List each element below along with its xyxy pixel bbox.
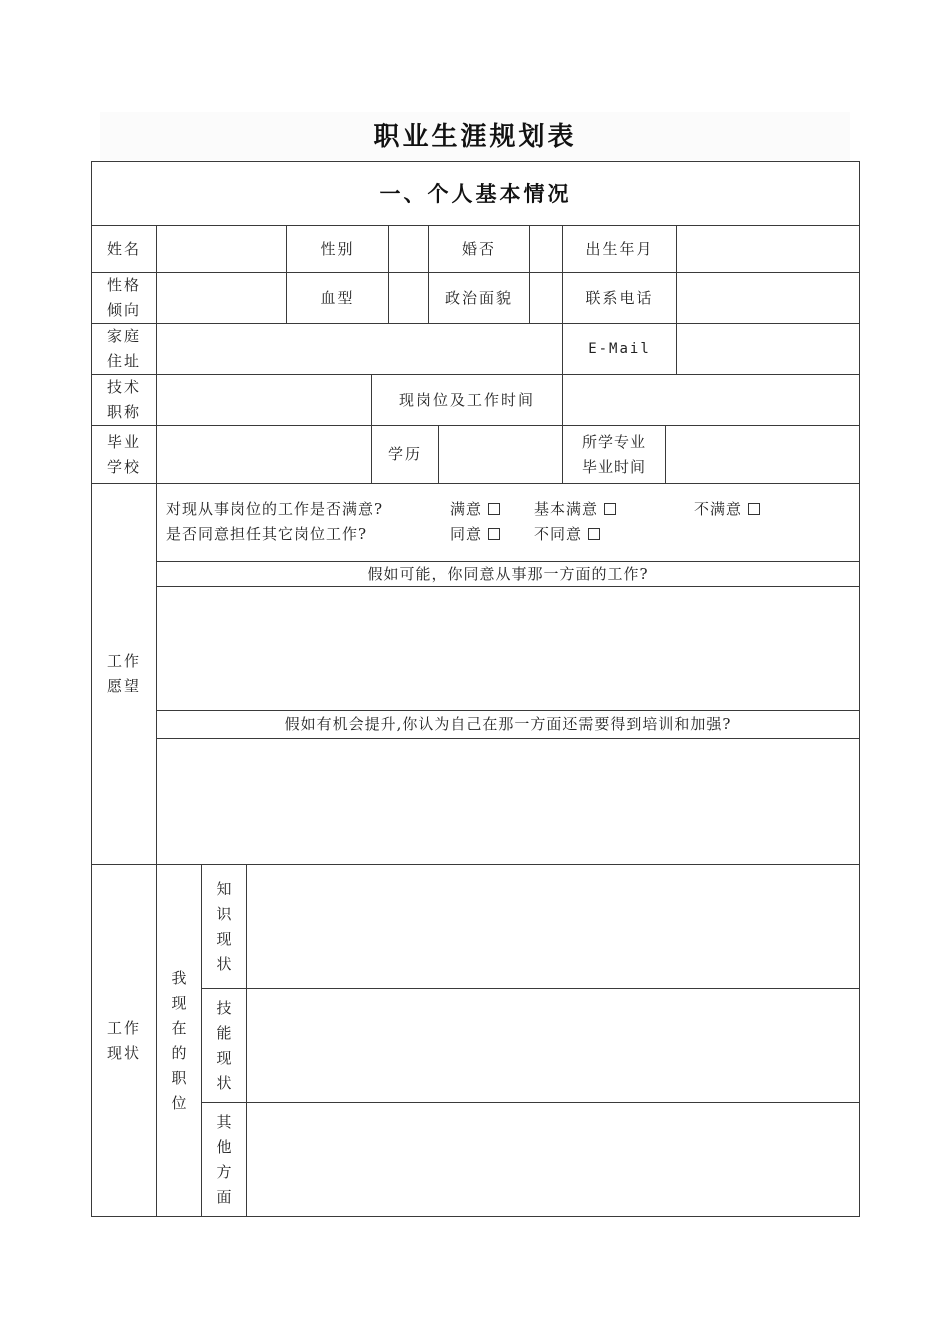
- label-knowledge-char: 识: [216, 904, 232, 923]
- field-tech-title[interactable]: [157, 375, 371, 425]
- label-gender: 性别: [320, 239, 355, 258]
- field-birth[interactable]: [677, 226, 859, 272]
- label-tech-title-line1: 技术: [106, 378, 141, 396]
- label-current-position-char: 职: [171, 1068, 187, 1087]
- label-major: [563, 426, 665, 483]
- label-other-char: 方: [216, 1162, 232, 1181]
- label-knowledge-char: 知: [216, 879, 232, 898]
- option-agree-label: 同意: [450, 524, 483, 543]
- field-other-aspects[interactable]: [247, 1103, 859, 1216]
- field-major[interactable]: [666, 426, 859, 483]
- label-knowledge-char: 现: [216, 929, 232, 948]
- label-skill-char: 状: [216, 1073, 232, 1092]
- option-agree[interactable]: [450, 522, 530, 546]
- label-skill-char: 技: [216, 998, 232, 1017]
- label-tech-title-line2: 职称: [106, 403, 141, 421]
- field-phone[interactable]: [677, 273, 859, 323]
- field-address[interactable]: [157, 324, 562, 374]
- label-personality-line1: 性格: [106, 276, 141, 294]
- label-email: E-Mail: [588, 340, 651, 357]
- label-other-char: 其: [216, 1112, 232, 1131]
- field-personality[interactable]: [157, 273, 286, 323]
- option-disagree[interactable]: [534, 522, 634, 546]
- label-current-position-char: 现: [171, 993, 187, 1012]
- label-work-wish-line2: 愿望: [106, 677, 141, 695]
- label-address: [92, 324, 156, 374]
- label-current-position-char: 在: [171, 1018, 187, 1037]
- option-dissatisfied-label: 不满意: [694, 499, 743, 518]
- label-position: 现岗位及工作时间: [398, 390, 535, 409]
- checkbox-icon[interactable]: [748, 503, 760, 515]
- label-knowledge-char: 状: [216, 954, 232, 973]
- field-marital[interactable]: [530, 226, 562, 272]
- field-blood[interactable]: [389, 273, 428, 323]
- label-work-status-line1: 工作: [106, 1018, 141, 1037]
- label-knowledge-status: [202, 865, 246, 988]
- option-satisfied-label: 满意: [450, 499, 483, 518]
- field-political[interactable]: [530, 273, 562, 323]
- section-title: 一、个人基本情况: [379, 181, 572, 206]
- field-school[interactable]: [157, 426, 371, 483]
- field-position[interactable]: [563, 375, 859, 425]
- rule-row5: [91, 483, 860, 484]
- checkbox-icon[interactable]: [588, 528, 600, 540]
- option-satisfied[interactable]: [450, 497, 530, 521]
- label-political: 政治面貌: [444, 288, 513, 307]
- field-email[interactable]: [677, 324, 859, 374]
- question-preferred-work: 假如可能，你同意从事那一方面的工作?: [367, 564, 649, 583]
- label-school-line2: 学校: [106, 457, 141, 476]
- label-other-aspects: [202, 1103, 246, 1216]
- label-current-position: [157, 865, 201, 1216]
- option-disagree-label: 不同意: [534, 524, 583, 543]
- label-work-status: [92, 865, 156, 1216]
- label-address-line2: 住址: [106, 352, 141, 370]
- label-skill-status: [202, 989, 246, 1102]
- label-current-position-char: 的: [171, 1043, 187, 1062]
- option-dissatisfied[interactable]: [694, 497, 794, 521]
- question-other-position: 是否同意担任其它岗位工作?: [166, 524, 368, 543]
- label-skill-char: 现: [216, 1048, 232, 1067]
- field-knowledge-status[interactable]: [247, 865, 859, 988]
- border-bottom: [91, 1216, 860, 1217]
- label-personality-line2: 倾向: [106, 301, 141, 319]
- label-marital: 婚否: [461, 239, 496, 258]
- checkbox-icon[interactable]: [604, 503, 616, 515]
- label-work-status-line2: 现状: [106, 1043, 141, 1062]
- label-blood: 血型: [320, 288, 355, 307]
- document-title: 职业生涯规划表: [373, 122, 577, 152]
- label-skill-char: 能: [216, 1023, 232, 1042]
- label-school-line1: 毕业: [106, 432, 141, 451]
- checkbox-icon[interactable]: [488, 503, 500, 515]
- label-address-line1: 家庭: [106, 327, 141, 345]
- label-other-char: 面: [216, 1187, 232, 1206]
- option-fairly-satisfied-label: 基本满意: [534, 499, 599, 518]
- label-personality: [92, 273, 156, 323]
- field-skill-status[interactable]: [247, 989, 859, 1102]
- label-birth: 出生年月: [585, 239, 654, 258]
- label-major-line2: 毕业时间: [581, 457, 646, 476]
- label-current-position-char: 位: [171, 1093, 187, 1112]
- label-education: 学历: [387, 445, 422, 463]
- label-phone: 联系电话: [585, 288, 654, 307]
- field-gender[interactable]: [389, 226, 428, 272]
- label-work-wish-line1: 工作: [106, 652, 141, 670]
- label-name: 姓名: [106, 239, 141, 258]
- label-other-char: 他: [216, 1137, 232, 1156]
- option-fairly-satisfied[interactable]: [534, 497, 664, 521]
- label-major-line1: 所学专业: [581, 432, 646, 451]
- question-training-needs: 假如有机会提升,你认为自己在那一方面还需要得到培训和加强?: [284, 715, 732, 733]
- answer-training-needs[interactable]: [157, 739, 859, 864]
- field-name[interactable]: [157, 226, 286, 272]
- question-satisfaction: 对现从事岗位的工作是否满意?: [166, 499, 384, 518]
- label-school: [92, 426, 156, 483]
- label-work-wish: [92, 484, 156, 864]
- border-right: [859, 161, 860, 1217]
- checkbox-icon[interactable]: [488, 528, 500, 540]
- field-education[interactable]: [439, 426, 562, 483]
- label-tech-title: [92, 375, 156, 425]
- answer-preferred-work[interactable]: [157, 587, 859, 710]
- label-current-position-char: 我: [171, 968, 187, 987]
